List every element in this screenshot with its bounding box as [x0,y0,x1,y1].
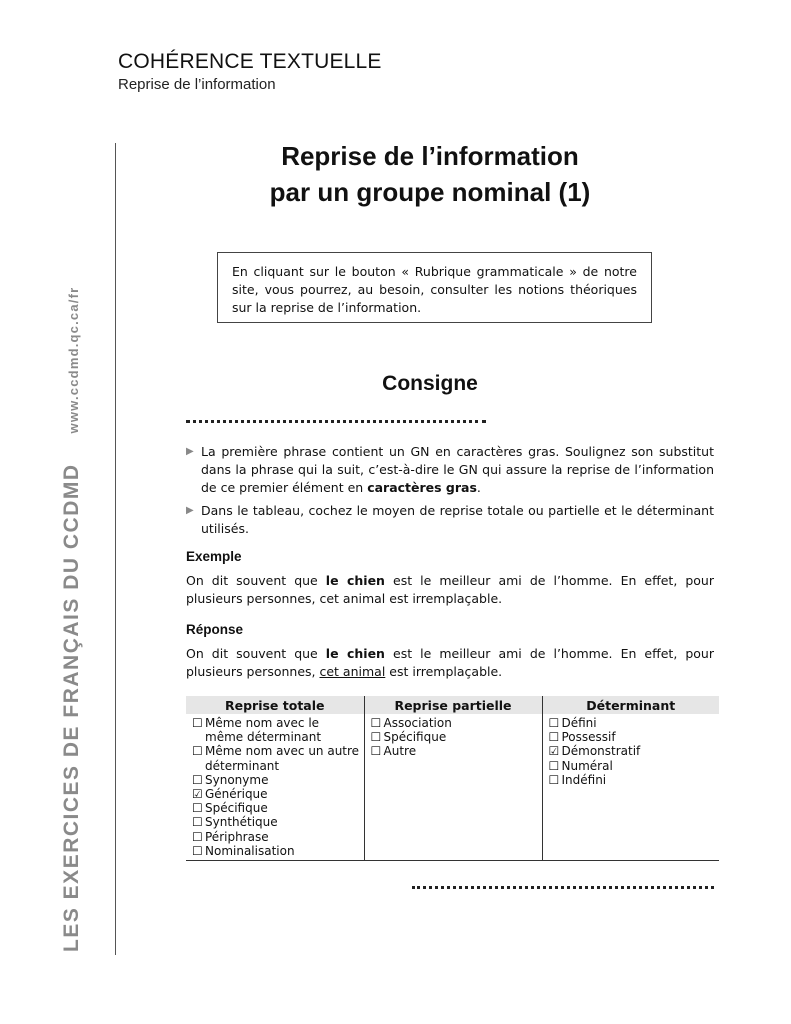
column-reprise-partielle [364,714,542,861]
dotted-divider-top [186,420,486,423]
checkbox-option[interactable] [192,815,360,829]
bullet-arrow-icon: ▶ [186,446,194,457]
page-title-line-2: par un groupe nominal (1) [269,177,591,207]
underlined-substitute: cet animal [319,664,386,679]
info-box: En cliquant sur le bouton « Rubrique grammaticale » de notre site, vous pourrez, au besoin, consulter les notions théoriques sur la reprise de l’information. [217,252,652,323]
consigne-heading: Consigne [382,372,478,395]
checkbox-label: Nominalisation [205,843,295,858]
checkbox-option[interactable] [549,716,716,730]
checkbox-icon[interactable]: ☐ [192,843,203,858]
checkbox-option[interactable] [192,830,360,844]
checkbox-label: Démonstratif [561,744,641,759]
example-label: Exemple [186,549,242,564]
page-title-line-1: Reprise de l’information [281,141,579,171]
answer-text: On dit souvent que le chien est le meilleur ami de l’homme. En effet, pour plusieurs personnes, cet animal est irremplaçable. [186,646,714,679]
checkbox-option[interactable] [549,744,716,758]
checkbox-label: Synonyme [205,772,269,787]
side-banner [60,287,84,952]
header-determinant: Déterminant [542,696,719,714]
checkbox-option[interactable] [549,773,716,787]
answer-label: Réponse [186,622,244,637]
checkbox-option[interactable] [192,787,360,801]
checkbox-icon[interactable]: ☐ [548,758,560,773]
checkbox-label: Numéral [561,758,613,773]
checkbox-icon[interactable]: ☐ [548,730,560,745]
site-url: www.ccdmd.qc.ca/fr [66,286,81,434]
checkbox-label: Indéfini [561,772,607,787]
checkbox-option[interactable] [192,844,360,858]
checkbox-option[interactable] [192,716,360,744]
checkbox-icon[interactable]: ☐ [192,829,203,844]
page-header [118,50,382,94]
checkbox-icon[interactable]: ☐ [548,716,560,730]
subsection-title: Reprise de l’information [118,76,276,93]
checkbox-option[interactable] [371,744,538,758]
section-title: COHÉRENCE TEXTUELLE [118,50,382,73]
checkbox-option[interactable] [192,744,360,772]
answer-table [186,696,719,861]
side-divider [115,143,116,955]
checkbox-option[interactable] [192,773,360,787]
checked-box-icon[interactable]: ☑ [548,744,560,759]
checkbox-label: Possessif [561,730,616,745]
instruction-text: La première phrase contient un GN en caractères gras. Soulignez son substitut dans la phrase qui la suit, c’est-à-dire le GN qui assure la reprise de l’information de ce premier élément en caractères gras. [201,444,714,495]
checkbox-option[interactable] [549,730,716,744]
instruction-item [186,502,714,538]
checkbox-icon[interactable]: ☐ [192,744,203,759]
example-text: On dit souvent que le chien est le meilleur ami de l’homme. En effet, pour plusieurs personnes, cet animal est irremplaçable. [186,573,714,606]
checkbox-label: Défini [561,716,597,730]
checkbox-option[interactable] [192,801,360,815]
bullet-arrow-icon: ▶ [186,505,194,516]
header-reprise-partielle: Reprise partielle [364,696,542,714]
checkbox-icon[interactable]: ☐ [192,772,203,787]
instruction-text: Dans le tableau, cochez le moyen de reprise totale ou partielle et le déterminant utilisés. [201,503,714,536]
bold-gn: le chien [325,646,385,661]
checkbox-label: Générique [205,787,268,802]
checkbox-label: Périphrase [205,829,269,844]
checkbox-label: Spécifique [383,730,447,745]
column-determinant [542,714,719,861]
checked-box-icon[interactable]: ☑ [192,787,203,802]
checkbox-label: Autre [383,744,417,759]
header-reprise-totale: Reprise totale [186,696,364,714]
series-title: LES EXERCICES DE FRANÇAIS DU CCDMD [60,463,83,952]
checkbox-option[interactable] [371,716,538,730]
bold-term: caractères gras [367,480,477,495]
checkbox-label: Spécifique [205,801,268,816]
checkbox-label: Même nom avec le même déterminant [205,716,322,745]
checkbox-icon[interactable]: ☐ [370,716,382,730]
checkbox-icon[interactable]: ☐ [370,744,382,759]
checkbox-icon[interactable]: ☐ [548,772,560,787]
checkbox-icon[interactable]: ☐ [192,815,203,830]
checkbox-label: Même nom avec un autre déterminant [205,744,360,773]
checkbox-icon[interactable]: ☐ [370,730,382,745]
checkbox-option[interactable] [549,759,716,773]
instruction-item [186,443,714,497]
page-title [180,138,680,210]
checkbox-label: Synthétique [205,815,278,830]
bold-gn: le chien [325,573,385,588]
checkbox-option[interactable] [371,730,538,744]
checkbox-icon[interactable]: ☐ [192,801,203,816]
checkbox-label: Association [383,716,452,730]
checkbox-icon[interactable]: ☐ [192,716,203,730]
column-reprise-totale [186,714,364,861]
dotted-divider-bottom [412,886,714,889]
